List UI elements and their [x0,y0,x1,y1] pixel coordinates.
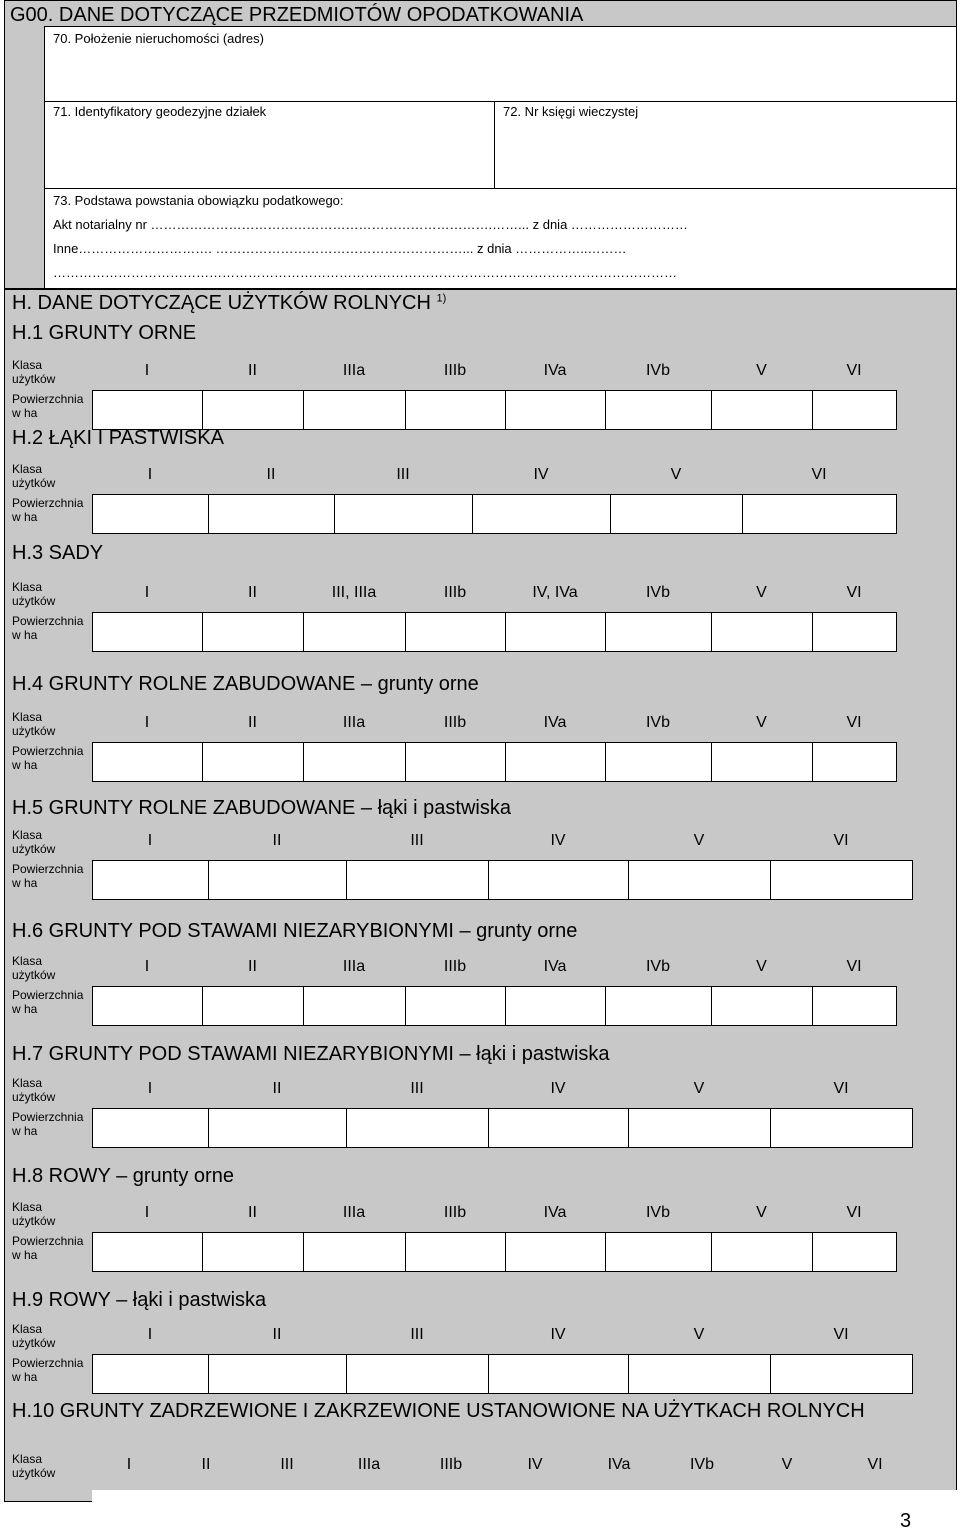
class-header-cell: III [410,1326,424,1343]
class-header-cell: II [248,584,257,601]
class-header-cell: III [410,832,424,849]
area-input-cell[interactable] [92,1232,203,1272]
class-header-cell: VI [846,362,862,379]
class-header-cell: V [781,1456,793,1473]
class-header-cell: III [410,1080,424,1097]
dotted-line: ……………………………………………………………………………………………………………………………… [53,265,677,280]
powierzchnia-label: Powierzchnia w ha [12,496,84,524]
area-input-cell[interactable] [711,612,813,652]
area-input-cell[interactable] [812,612,897,652]
other-basis-line: Inne…………………………. …………………………………………………... z dnia ……………..……… [53,241,627,256]
area-input-cell[interactable] [92,390,203,430]
class-header-cell: II [272,1326,282,1343]
area-input-cell[interactable] [92,612,203,652]
powierzchnia-label: Powierzchnia w ha [12,1356,84,1384]
area-input-cell[interactable] [208,860,347,900]
field-72-land-register[interactable] [494,101,957,189]
area-input-cell[interactable] [202,390,304,430]
klasa-label: Klasa użytków [12,580,56,608]
area-input-cell[interactable] [505,742,606,782]
class-header-cell: IVa [543,362,567,379]
section-title: H.3 SADY [12,542,104,564]
area-input-cell[interactable] [711,742,813,782]
area-input-cell[interactable] [303,742,406,782]
class-header-cell: V [756,714,767,731]
class-header-cell: II [272,1080,282,1097]
area-input-cell[interactable] [605,742,712,782]
class-header-cell: I [144,1204,150,1221]
area-input-cell[interactable] [488,1354,629,1394]
class-header-cell: IV, IVa [532,584,578,601]
area-input-cell[interactable] [405,986,506,1026]
h-title [12,292,446,315]
class-header-cell: IV [550,1326,566,1343]
class-header-cell: VI [846,1204,862,1221]
section-title: H.1 GRUNTY ORNE [12,322,197,344]
class-header-cell: IVa [543,1204,567,1221]
area-input-cell[interactable] [505,612,606,652]
class-header-cell: VI [846,958,862,975]
klasa-label: Klasa użytków [12,1076,56,1104]
area-input-cell[interactable] [770,1354,913,1394]
area-input-cell[interactable] [303,390,406,430]
page-number: 3 [900,1510,912,1532]
class-header-cell: IIIb [443,958,467,975]
class-header-cell: III [280,1456,294,1473]
area-input-cell[interactable] [208,1108,347,1148]
area-input-cell[interactable] [605,1232,712,1272]
class-header-cell: III, IIIa [331,584,377,601]
area-input-cell[interactable] [711,986,813,1026]
area-input-cell[interactable] [92,1108,209,1148]
area-input-cell[interactable] [505,390,606,430]
class-header-cell: II [248,714,257,731]
area-input-cell[interactable] [208,1354,347,1394]
h-title-footnote: 1) [436,292,447,305]
class-header-cell: VI [811,466,827,483]
section-title: H.4 GRUNTY ROLNE ZABUDOWANE – grunty orne [12,673,479,695]
area-input-cell[interactable] [92,742,203,782]
area-input-cell[interactable] [605,612,712,652]
powierzchnia-label: Powierzchnia w ha [12,862,84,890]
class-header-cell: I [144,362,150,379]
class-header-cell: V [670,466,682,483]
klasa-label: Klasa użytków [12,954,56,982]
class-header-cell: IIIa [342,958,366,975]
class-header-cell: IIIb [443,1204,467,1221]
class-header-cell: VI [833,1080,849,1097]
area-input-row[interactable] [92,1490,957,1502]
area-input-cell[interactable] [610,494,743,534]
klasa-label: Klasa użytków [12,828,56,856]
area-input-cell[interactable] [505,1232,606,1272]
class-header-cell: II [201,1456,211,1473]
g00-title: G00. DANE DOTYCZĄCE PRZEDMIOTÓW OPODATKOWANIA [10,4,584,26]
field-72-label: 72. Nr księgi wieczystej [503,104,639,119]
field-70-label: 70. Położenie nieruchomości (adres) [53,31,264,46]
area-input-cell[interactable] [405,612,506,652]
area-input-cell[interactable] [92,860,209,900]
klasa-label: Klasa użytków [12,1322,56,1350]
class-header-cell: IVb [689,1456,714,1473]
area-input-cell[interactable] [202,742,304,782]
area-input-cell[interactable] [488,860,629,900]
class-header-cell: IIIb [443,584,467,601]
class-header-cell: IVa [543,714,567,731]
area-input-cell[interactable] [742,494,897,534]
class-header-cell: II [248,958,257,975]
area-input-cell[interactable] [605,390,712,430]
class-header-cell: IV [527,1456,543,1473]
section-title: H.5 GRUNTY ROLNE ZABUDOWANE – łąki i pastwiska [12,797,511,819]
area-input-cell[interactable] [405,742,506,782]
class-header-cell: I [147,1080,153,1097]
klasa-label: Klasa użytków [12,462,56,490]
powierzchnia-label: Powierzchnia w ha [12,614,84,642]
class-header-cell: V [756,958,767,975]
area-input-cell[interactable] [303,1232,406,1272]
class-header-cell: V [693,1326,705,1343]
class-header-cell: I [144,584,150,601]
notarial-deed-line: Akt notarialny nr …………………………………………………………………….……... z dnia ……………………… [53,217,688,232]
area-input-cell[interactable] [92,494,209,534]
klasa-label: Klasa użytków [12,1200,56,1228]
powierzchnia-label: Powierzchnia w ha [12,744,84,772]
class-header-cell: V [756,1204,767,1221]
area-input-cell[interactable] [334,494,473,534]
class-header-cell: II [266,466,276,483]
area-input-cell[interactable] [208,494,335,534]
field-73-tax-basis[interactable] [44,188,957,289]
class-header-cell: I [144,958,150,975]
powierzchnia-label: Powierzchnia w ha [12,392,84,420]
class-header-cell: I [147,466,153,483]
klasa-label: Klasa użytków [12,710,56,738]
area-input-cell[interactable] [488,1108,629,1148]
area-input-cell[interactable] [303,986,406,1026]
class-header-cell: V [756,584,767,601]
class-header-cell: V [756,362,767,379]
section-title: H.8 ROWY – grunty orne [12,1165,234,1187]
class-header-cell: III [396,466,410,483]
field-71-label: 71. Identyfikatory geodezyjne działek [53,104,267,119]
area-input-cell[interactable] [628,860,771,900]
class-header-cell: VI [846,584,862,601]
section-title: H.9 ROWY – łąki i pastwiska [12,1289,267,1311]
class-header-cell: IIIa [342,362,366,379]
area-input-cell[interactable] [812,1232,897,1272]
area-input-cell[interactable] [92,986,203,1026]
class-header-cell: VI [833,832,849,849]
powierzchnia-label: Powierzchnia w ha [12,1234,84,1262]
area-input-cell[interactable] [202,612,304,652]
h-title-text: H. DANE DOTYCZĄCE UŻYTKÓW ROLNYCH [12,292,431,314]
class-header-cell: IIIb [443,714,467,731]
area-input-cell[interactable] [92,1354,209,1394]
klasa-label: Klasa użytków [12,358,56,386]
section-title: H.2 ŁĄKI I PASTWISKA [12,427,224,449]
powierzchnia-label: Powierzchnia w ha [12,1110,84,1138]
area-input-cell[interactable] [472,494,611,534]
class-header-cell: IV [550,1080,566,1097]
area-input-cell[interactable] [405,1232,506,1272]
field-70-address[interactable] [44,26,957,102]
class-header-cell: IV [533,466,549,483]
class-header-cell: IVb [645,714,670,731]
class-header-cell: IVb [645,584,670,601]
class-header-cell: IVb [645,362,670,379]
class-header-cell: I [147,832,153,849]
area-input-cell[interactable] [628,1108,771,1148]
class-header-cell: V [693,832,705,849]
class-header-cell: II [248,362,257,379]
area-input-cell[interactable] [346,1108,489,1148]
class-header-cell: V [693,1080,705,1097]
class-header-cell: IIIa [342,714,366,731]
section-title: H.7 GRUNTY POD STAWAMI NIEZARYBIONYMI – łąki i pastwiska [12,1043,610,1065]
field-73-label: 73. Podstawa powstania obowiązku podatkowego: [53,193,344,208]
powierzchnia-label: Powierzchnia w ha [12,988,84,1016]
area-input-cell[interactable] [812,986,897,1026]
class-header-cell: II [272,832,282,849]
area-input-cell[interactable] [711,1232,813,1272]
class-header-cell: VI [833,1326,849,1343]
area-input-cell[interactable] [770,1108,913,1148]
field-71-parcel-ids[interactable] [44,101,495,189]
class-header-cell: I [126,1456,132,1473]
section-title: H.6 GRUNTY POD STAWAMI NIEZARYBIONYMI – grunty orne [12,920,578,942]
class-header-cell: IIIb [443,362,467,379]
area-input-cell[interactable] [405,390,506,430]
class-header-cell: IVa [607,1456,631,1473]
class-header-cell: I [144,714,150,731]
area-input-cell[interactable] [202,986,304,1026]
area-input-cell[interactable] [505,986,606,1026]
class-header-cell: IIIb [439,1456,463,1473]
class-header-cell: I [147,1326,153,1343]
class-header-cell: VI [867,1456,883,1473]
klasa-label: Klasa użytków [12,1452,56,1480]
area-input-cell[interactable] [812,390,897,430]
section-title: H.10 GRUNTY ZADRZEWIONE I ZAKRZEWIONE USTANOWIONE NA UŻYTKACH ROLNYCH [12,1400,865,1422]
class-header-cell: IVb [645,1204,670,1221]
class-header-cell: IIIa [342,1204,366,1221]
class-header-cell: IV [550,832,566,849]
area-input-cell[interactable] [628,1354,771,1394]
class-header-cell: IVa [543,958,567,975]
area-input-cell[interactable] [346,860,489,900]
area-input-cell[interactable] [605,986,712,1026]
class-header-cell: VI [846,714,862,731]
area-input-cell[interactable] [346,1354,489,1394]
area-input-cell[interactable] [711,390,813,430]
area-input-cell[interactable] [202,1232,304,1272]
area-input-cell[interactable] [812,742,897,782]
area-input-cell[interactable] [770,860,913,900]
class-header-cell: IVb [645,958,670,975]
area-input-cell[interactable] [303,612,406,652]
class-header-cell: IIIa [357,1456,381,1473]
class-header-cell: II [248,1204,257,1221]
